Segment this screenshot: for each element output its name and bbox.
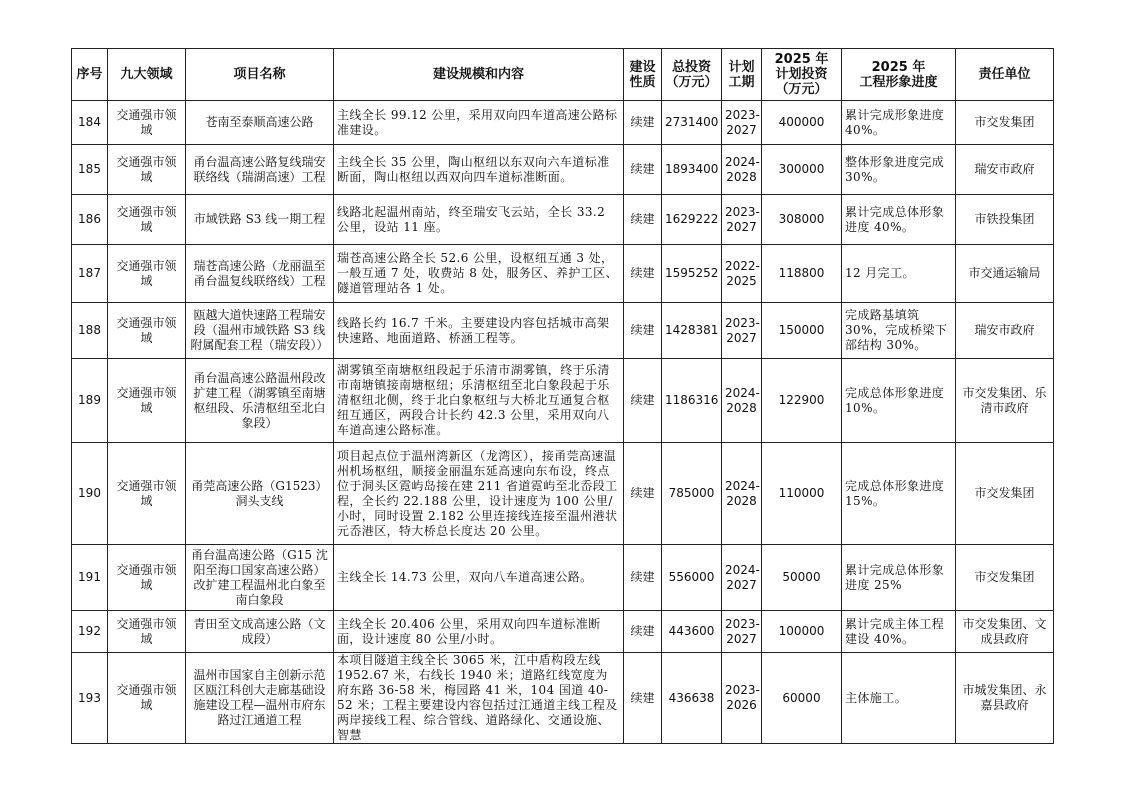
row-no: 188 bbox=[72, 303, 108, 359]
row-domain: 交通强市领域 bbox=[108, 443, 186, 545]
col-header-nature: 建设 性质 bbox=[624, 49, 662, 101]
row-project-name: 甬台温高速公路复线瑞安联络线（瑞湖高速）工程 bbox=[186, 145, 334, 195]
row-nature: 续建 bbox=[624, 545, 662, 611]
row-progress: 累计完成总体形象进度 25% bbox=[842, 545, 956, 611]
row-period: 2024-2027 bbox=[722, 545, 762, 611]
row-domain: 交通强市领域 bbox=[108, 359, 186, 443]
row-no: 189 bbox=[72, 359, 108, 443]
row-no: 185 bbox=[72, 145, 108, 195]
row-no: 187 bbox=[72, 245, 108, 303]
row-period: 2024-2028 bbox=[722, 443, 762, 545]
row-scope: 瑞苍高速公路全长 52.6 公里，设枢纽互通 3 处，一般互通 7 处，收费站 8 处，服务区、养护工区、隧道管理站各 1 处。 bbox=[334, 245, 624, 303]
row-plan2025: 110000 bbox=[762, 443, 842, 545]
row-period: 2023-2026 bbox=[722, 653, 762, 744]
row-project-name: 甬莞高速公路（G1523）洞头支线 bbox=[186, 443, 334, 545]
row-project-name: 市域铁路 S3 线一期工程 bbox=[186, 195, 334, 245]
row-progress: 完成路基填筑 30%，完成桥梁下部结构 30%。 bbox=[842, 303, 956, 359]
row-investment: 443600 bbox=[662, 611, 722, 653]
col-header-period: 计划 工期 bbox=[722, 49, 762, 101]
row-domain: 交通强市领域 bbox=[108, 545, 186, 611]
row-scope: 项目起点位于温州湾新区（龙湾区），接甬莞高速温州机场枢纽，顺接金丽温东延高速向东布设，终点位于洞头区霓屿岛接在建 211 省道霓屿至北岙段工程，全长约 22.188 公里，设计速度为 100 公里/小时，同时设置 2.182 公里连接线连接至温州港状元岙港区，特大桥总长度达 20 公里。 bbox=[334, 443, 624, 545]
row-plan2025: 308000 bbox=[762, 195, 842, 245]
row-progress: 整体形象进度完成 30%。 bbox=[842, 145, 956, 195]
row-nature: 续建 bbox=[624, 359, 662, 443]
row-scope: 线路北起温州南站，终至瑞安飞云站，全长 33.2 公里，设站 11 座。 bbox=[334, 195, 624, 245]
row-plan2025: 122900 bbox=[762, 359, 842, 443]
row-investment: 2731400 bbox=[662, 101, 722, 145]
table-row bbox=[72, 303, 1054, 359]
row-progress: 12 月完工。 bbox=[842, 245, 956, 303]
row-nature: 续建 bbox=[624, 443, 662, 545]
row-period: 2024-2028 bbox=[722, 145, 762, 195]
row-plan2025: 150000 bbox=[762, 303, 842, 359]
row-project-name: 青田至文成高速公路（文成段） bbox=[186, 611, 334, 653]
row-period: 2023-2027 bbox=[722, 195, 762, 245]
row-progress: 主体施工。 bbox=[842, 653, 956, 744]
col-header-name: 项目名称 bbox=[186, 49, 334, 101]
row-domain: 交通强市领域 bbox=[108, 145, 186, 195]
row-period: 2023-2027 bbox=[722, 611, 762, 653]
row-progress: 完成总体形象进度 15%。 bbox=[842, 443, 956, 545]
row-progress: 完成总体形象进度 10%。 bbox=[842, 359, 956, 443]
col-header-no: 序号 bbox=[72, 49, 108, 101]
row-unit: 市交发集团 bbox=[956, 545, 1054, 611]
row-project-name: 瓯越大道快速路工程瑞安段（温州市域铁路 S3 线附属配套工程（瑞安段）） bbox=[186, 303, 334, 359]
row-no: 184 bbox=[72, 101, 108, 145]
row-nature: 续建 bbox=[624, 245, 662, 303]
row-period: 2023-2027 bbox=[722, 101, 762, 145]
project-table bbox=[71, 48, 1054, 744]
row-domain: 交通强市领域 bbox=[108, 653, 186, 744]
row-investment: 785000 bbox=[662, 443, 722, 545]
table-row bbox=[72, 195, 1054, 245]
row-unit: 市交发集团 bbox=[956, 101, 1054, 145]
table-row bbox=[72, 359, 1054, 443]
table-row bbox=[72, 443, 1054, 545]
row-unit: 瑞安市政府 bbox=[956, 145, 1054, 195]
row-investment: 1893400 bbox=[662, 145, 722, 195]
row-plan2025: 100000 bbox=[762, 611, 842, 653]
row-unit: 瑞安市政府 bbox=[956, 303, 1054, 359]
row-project-name: 温州市国家自主创新示范区瓯江科创大走廊基础设施建设工程—温州市府东路过江通道工程 bbox=[186, 653, 334, 744]
row-domain: 交通强市领域 bbox=[108, 245, 186, 303]
row-unit: 市铁投集团 bbox=[956, 195, 1054, 245]
row-nature: 续建 bbox=[624, 101, 662, 145]
col-header-unit: 责任单位 bbox=[956, 49, 1054, 101]
row-investment: 1186316 bbox=[662, 359, 722, 443]
row-investment: 1428381 bbox=[662, 303, 722, 359]
row-scope: 本项目隧道主线全长 3065 米，江中盾构段左线 1952.67 米，右线长 1940 米；道路红线宽度为府东路 36-58 米，梅园路 41 米，104 国道 40-52 米；工程主要建设内容包括过江通道主线工程及两岸接线工程、综合管线、道路绿化、交通设施、智慧 bbox=[334, 653, 624, 744]
table-row bbox=[72, 145, 1054, 195]
row-plan2025: 118800 bbox=[762, 245, 842, 303]
row-project-name: 甬台温高速公路温州段改扩建工程（湖雾镇至南塘枢纽段、乐清枢纽至北白象段） bbox=[186, 359, 334, 443]
row-investment: 1629222 bbox=[662, 195, 722, 245]
row-investment: 556000 bbox=[662, 545, 722, 611]
row-project-name: 苍南至泰顺高速公路 bbox=[186, 101, 334, 145]
row-domain: 交通强市领域 bbox=[108, 195, 186, 245]
row-period: 2023-2027 bbox=[722, 303, 762, 359]
row-plan2025: 60000 bbox=[762, 653, 842, 744]
row-scope: 主线全长 99.12 公里，采用双向四车道高速公路标准建设。 bbox=[334, 101, 624, 145]
row-unit: 市交发集团 bbox=[956, 443, 1054, 545]
col-header-investment: 总投资 （万元） bbox=[662, 49, 722, 101]
row-investment: 1595252 bbox=[662, 245, 722, 303]
row-domain: 交通强市领域 bbox=[108, 101, 186, 145]
row-investment: 436638 bbox=[662, 653, 722, 744]
row-no: 190 bbox=[72, 443, 108, 545]
row-unit: 市交通运输局 bbox=[956, 245, 1054, 303]
row-progress: 累计完成总体形象进度 40%。 bbox=[842, 195, 956, 245]
col-header-plan2025: 2025 年 计划投资 （万元） bbox=[762, 49, 842, 101]
row-project-name: 甬台温高速公路（G15 沈阳至海口国家高速公路）改扩建工程温州北白象至南白象段 bbox=[186, 545, 334, 611]
row-plan2025: 300000 bbox=[762, 145, 842, 195]
row-progress: 累计完成形象进度 40%。 bbox=[842, 101, 956, 145]
row-nature: 续建 bbox=[624, 145, 662, 195]
table-row bbox=[72, 101, 1054, 145]
row-scope: 主线全长 35 公里，陶山枢纽以东双向六车道标准断面，陶山枢纽以西双向四车道标准断面。 bbox=[334, 145, 624, 195]
row-no: 192 bbox=[72, 611, 108, 653]
row-unit: 市城发集团、永嘉县政府 bbox=[956, 653, 1054, 744]
row-unit: 市交发集团、乐清市政府 bbox=[956, 359, 1054, 443]
row-domain: 交通强市领域 bbox=[108, 611, 186, 653]
row-period: 2024-2028 bbox=[722, 359, 762, 443]
row-no: 186 bbox=[72, 195, 108, 245]
row-no: 191 bbox=[72, 545, 108, 611]
col-header-progress2025: 2025 年 工程形象进度 bbox=[842, 49, 956, 101]
col-header-domain: 九大领域 bbox=[108, 49, 186, 101]
table-row bbox=[72, 245, 1054, 303]
row-nature: 续建 bbox=[624, 195, 662, 245]
row-plan2025: 50000 bbox=[762, 545, 842, 611]
row-progress: 累计完成主体工程建设 40%。 bbox=[842, 611, 956, 653]
row-nature: 续建 bbox=[624, 653, 662, 744]
row-nature: 续建 bbox=[624, 611, 662, 653]
table-row bbox=[72, 611, 1054, 653]
row-project-name: 瑞苍高速公路（龙丽温至甬台温复线联络线）工程 bbox=[186, 245, 334, 303]
row-scope: 湖雾镇至南塘枢纽段起于乐清市湖雾镇，终于乐清市南塘镇接南塘枢纽；乐清枢纽至北白象段起于乐清枢纽北侧，终于北白象枢纽与大桥北互通复合枢纽互通区，两段合计长约 42.3 公里，采用双向八车道高速公路标准。 bbox=[334, 359, 624, 443]
table-row bbox=[72, 653, 1054, 744]
row-unit: 市交发集团、文成县政府 bbox=[956, 611, 1054, 653]
row-scope: 主线全长 14.73 公里，双向八车道高速公路。 bbox=[334, 545, 624, 611]
row-nature: 续建 bbox=[624, 303, 662, 359]
row-scope: 主线全长 20.406 公里，采用双向四车道标准断面，设计速度 80 公里/小时。 bbox=[334, 611, 624, 653]
row-domain: 交通强市领域 bbox=[108, 303, 186, 359]
row-no: 193 bbox=[72, 653, 108, 744]
row-scope: 线路长约 16.7 千米。主要建设内容包括城市高架快速路、地面道路、桥涵工程等。 bbox=[334, 303, 624, 359]
row-period: 2022-2025 bbox=[722, 245, 762, 303]
header-row bbox=[72, 49, 1054, 101]
table-row bbox=[72, 545, 1054, 611]
col-header-scope: 建设规模和内容 bbox=[334, 49, 624, 101]
row-plan2025: 400000 bbox=[762, 101, 842, 145]
